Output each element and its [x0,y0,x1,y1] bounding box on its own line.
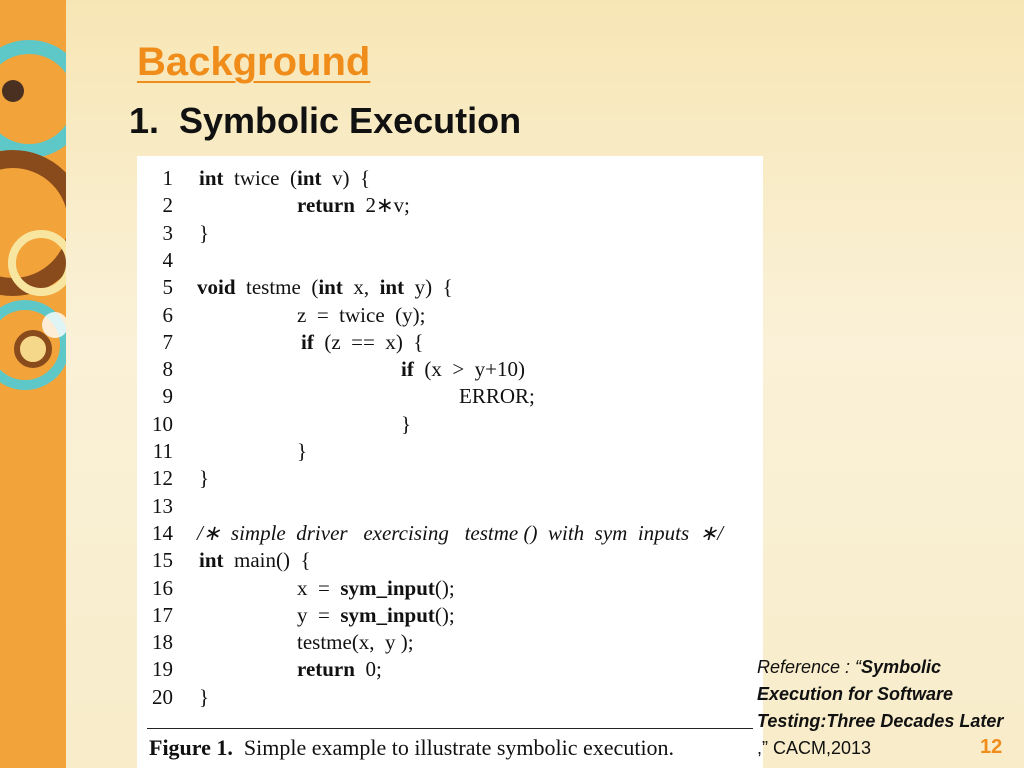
code-figure [137,156,763,768]
code-text: z = twice (y); [297,302,426,327]
caption-label: Figure 1. [149,735,233,760]
code-text: testme(x, y ); [297,630,414,655]
code-line [137,576,763,603]
code-line [137,384,763,411]
page-number: 12 [980,736,1003,758]
line-number: 16 [152,575,173,600]
line-number: 17 [152,602,173,627]
code-text: return 2∗v; [297,193,410,218]
decor-circle [2,80,24,102]
code-text: y = sym_input(); [297,602,455,627]
code-line [137,603,763,630]
code-text: /∗ simple driver exercising testme () with sym inputs ∗/ [197,520,724,545]
code-text: } [199,466,210,491]
code-text: void testme (int x, int y) { [197,275,453,300]
line-number: 8 [162,357,173,382]
code-text: int twice (int v) { [199,166,371,190]
code-line [137,357,763,384]
line-number: 4 [162,247,173,272]
decor-circle [14,330,52,368]
code-line [137,685,763,712]
code-line [137,303,763,330]
code-text: x = sym_input(); [297,575,455,600]
decorative-strip [0,0,66,768]
code-line [137,657,763,684]
code-text: ERROR; [459,384,535,409]
line-number: 18 [152,630,173,655]
code-text: } [199,684,210,709]
line-number: 2 [162,193,173,218]
code-text: } [199,220,210,245]
reference-prefix: Reference : “ [757,657,862,677]
caption-text: Simple example to illustrate symbolic execution. [243,735,675,760]
line-number: 7 [162,329,173,354]
code-line [137,221,763,248]
line-number: 20 [152,684,173,709]
code-line [137,466,763,493]
code-line [137,166,763,193]
decor-circle [8,230,66,296]
line-number: 9 [162,384,173,409]
code-line [137,494,763,521]
line-number: 6 [162,302,173,327]
code-line [137,439,763,466]
line-number: 13 [152,493,173,518]
line-number: 14 [152,520,173,545]
line-number: 10 [152,411,173,436]
code-line [137,248,763,275]
line-number: 1 [162,166,173,190]
code-text: if (x > y+10) [401,357,526,382]
code-line [137,193,763,220]
line-number: 12 [152,466,173,491]
slide-title: Background [137,40,371,84]
figure-caption [149,735,674,761]
code-text: } [401,411,412,436]
subtitle-text: Symbolic Execution [179,100,522,141]
figure-rule [147,728,753,729]
code-line [137,275,763,302]
slide-subtitle [129,100,521,142]
code-line [137,521,763,548]
code-line [137,630,763,657]
code-text: if (z == x) { [301,329,424,354]
subtitle-number: 1. [129,100,160,141]
reference-suffix: ,” CACM,2013 [757,738,872,758]
line-number: 19 [152,657,173,682]
line-number: 15 [152,548,173,573]
code-text: int main() { [199,548,311,573]
decor-circle [42,312,66,338]
line-number: 11 [152,439,173,463]
code-line [137,330,763,357]
code-text: } [297,439,308,463]
reference-title: Symbolic Execution for Software Testing:Three Decades Later [757,657,1004,731]
code-line [137,548,763,575]
line-number: 5 [162,275,173,300]
line-number: 3 [162,220,173,245]
code-text: return 0; [297,657,382,682]
code-line [137,412,763,439]
